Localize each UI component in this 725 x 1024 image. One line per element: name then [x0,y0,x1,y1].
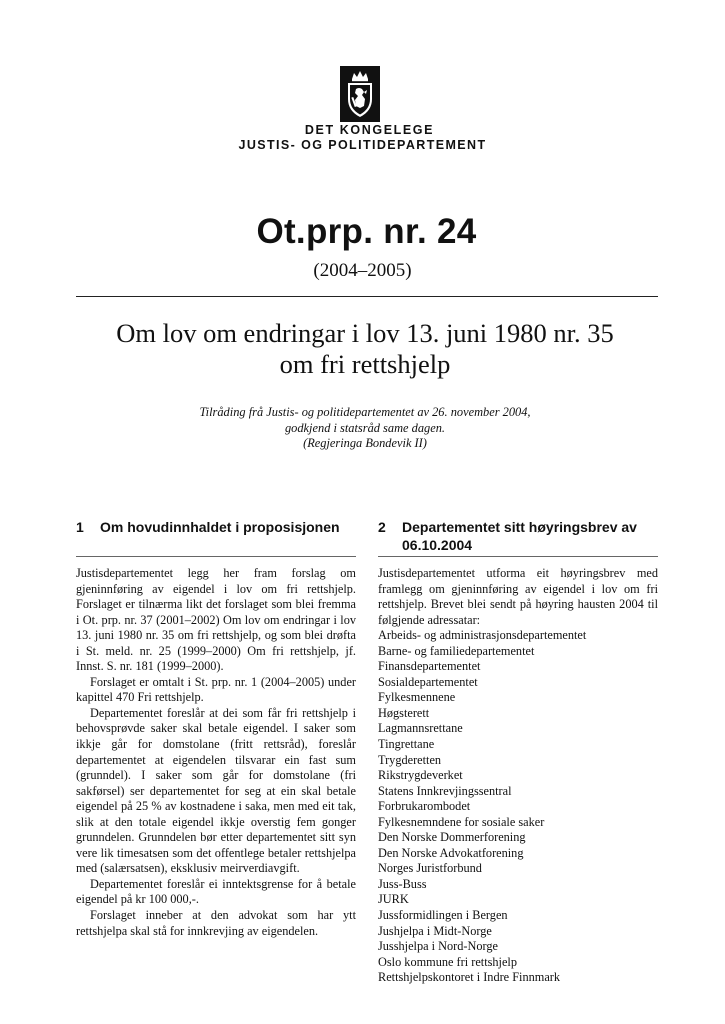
section-1-heading [76,518,356,554]
recipient-item: Finansdepartementet [378,659,481,674]
recommendation-line1: Tilråding frå Justis- og politidepartementet av 26. november 2004, [199,405,531,419]
section-2-divider [378,556,658,557]
ministry-name-line1: DET KONGELEGE [304,123,435,137]
section-2-intro: Justisdepartementet utforma eit høyringsbrev med framlegg om gjeninnføring av eigendel i lov om fri rettshjelp. Brevet blei sendt på høyring hausten 2004 til følgjende adressatar: [378,566,658,627]
section-2 [378,518,658,986]
recipient-item: Den Norske Dommerforening [378,830,526,845]
recommendation-line3: (Regjeringa Bondevik II) [303,436,427,450]
recipient-item: Fylkesnemndene for sosiale saker [378,814,545,829]
document-title-line1: Om lov om endringar i lov 13. juni 1980 nr. 35 [116,318,614,348]
recipient-item: Rettshjelpskontoret i Indre Finnmark [378,970,561,985]
recipient-item: Rikstrygdeverket [378,768,463,783]
section-2-number: 2 [378,519,386,535]
proposition-number-text: Ot.prp. nr. 24 [256,212,477,251]
section-1 [76,518,356,939]
recipient-item: Høgsterett [378,705,430,720]
recipient-item: Tingrettane [378,737,435,752]
recommendation-line2: godkjend i statsråd same dagen. [284,420,446,435]
recipient-item: Juss-Buss [378,876,427,891]
coat-of-arms-icon [340,66,380,122]
recipient-item: Fylkesmennene [378,690,456,705]
ministry-name-line2: JUSTIS- OG POLITIDEPARTEMENT [238,138,487,152]
section-1-paragraph: Departementet foreslår at dei som får fri rettshjelp i behovsprøvde saker skal betale eigendel. I saker som ikkje går for domstolane (fritt rettsråd), foreslår departementet at eigendelen tilsvarar ein fast sum (grunndel). I saker som går for domstolane (fri sakførsel) ser departementet for seg at ein skal betale eigendel på 25 % av kostnadene i saka, men med eit tak, slik at den totale eigendel ikkje overstig fem gonger grunndelen. Grunndelen bør etter departementet sitt syn vere lik timesatsen som det offentlege betaler rettshjelpa med (salærsatsen), eksklusiv meirverdiavgift. [76,705,356,876]
recipient-item: Arbeids- og administrasjonsdepartementet [378,628,587,643]
section-1-paragraph: Justisdepartementet legg her fram forslag om gjeninnføring av eigendel i lov om fri rettshjelp. Forslaget er tilnærma likt det forslaget som blei fremma i Ot. prp. nr. 37 (2001–2002) Om lov om endringar i lov 13. juni 1980 nr. 35 om fri rettshjelp, og som blei drøfta i St. meld. nr. 25 (1999–2000) Om fri rettshjelp, jf. Innst. S. nr. 181 (1999–2000). [76,566,356,674]
section-1-paragraph: Forslaget inneber at den advokat som har ytt rettshjelpa skal stå for innkrevjing av eigendelen. [76,908,356,938]
recipient-item: Norges Juristforbund [378,861,482,876]
section-2-title: Departementet sitt høyringsbrev av 06.10.2004 [402,519,637,553]
recipient-item: Lagmannsrettane [378,721,463,736]
document-title-line2: om fri rettshjelp [279,349,451,379]
section-1-title: Om hovudinnhaldet i proposisjonen [100,519,340,535]
recipient-item: Barne- og familiedepartementet [378,643,535,658]
recommendation-note [130,405,600,452]
recipient-list [378,628,658,986]
recipient-item: JURK [378,892,409,907]
title-divider [76,296,658,297]
recipient-item: Trygderetten [378,752,442,767]
section-1-paragraph: Departementet foreslår ei inntektsgrense for å betale eigendel på kr 100 000,-. [76,876,356,907]
recipient-item: Den Norske Advokatforening [378,845,524,860]
document-title [60,318,670,380]
proposition-number [0,212,725,252]
recipient-item: Oslo kommune fri rettshjelp [378,954,518,969]
recipient-item: Jussformidlingen i Bergen [378,908,508,923]
recipient-item: Sosialdepartementet [378,674,478,689]
section-1-paragraph: Forslaget er omtalt i St. prp. nr. 1 (2004–2005) under kapittel 470 Fri rettshjelp. [76,674,356,705]
section-2-heading [378,518,658,554]
recipient-item: Jushjelpa i Midt-Norge [378,923,492,938]
recipient-item: Statens Innkrevjingssentral [378,783,512,798]
section-1-divider [76,556,356,557]
proposition-years: (2004–2005) [313,260,412,281]
recipient-item: Jusshjelpa i Nord-Norge [378,939,498,954]
section-1-number: 1 [76,519,84,535]
recipient-item: Forbrukarombodet [378,799,471,814]
